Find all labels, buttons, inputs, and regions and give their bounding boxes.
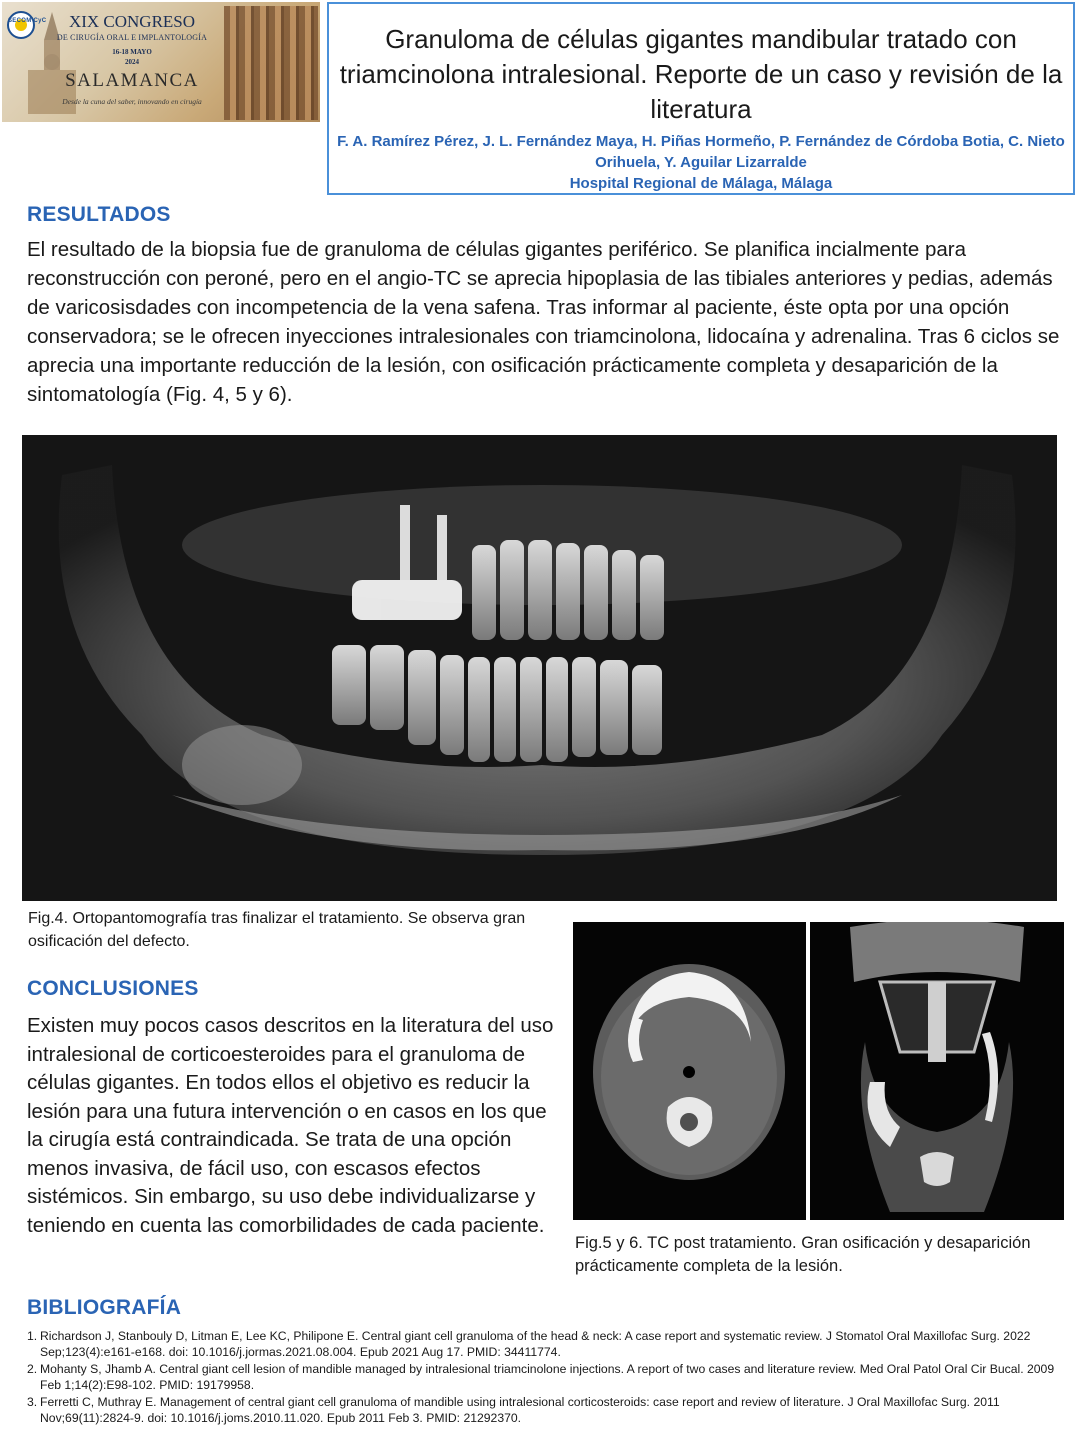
results-heading: RESULTADOS <box>27 203 171 226</box>
congress-logo <box>2 2 320 122</box>
ct-coronal-image <box>810 922 1064 1220</box>
xray-illustration <box>22 435 1057 901</box>
ct-axial-image <box>573 922 806 1220</box>
institution: Hospital Regional de Málaga, Málaga <box>569 175 833 192</box>
bibliography-item <box>27 1328 1057 1360</box>
bibliography-text: Mohanty S, Jhamb A. Central giant cell lesion of mandible managed by intralesional triamcinolone injections. A report of two cases and literature review. Med Oral Patol Oral Cir Bucal. 2009 Feb 1;14(2):E98-102. PMID: 19179958. <box>40 1362 1055 1392</box>
conclusions-heading: CONCLUSIONES <box>27 977 199 1000</box>
bibliography-number: 3. <box>27 1395 38 1409</box>
authors-block <box>335 131 1067 194</box>
bibliography-heading: BIBLIOGRAFÍA <box>27 1296 182 1319</box>
bibliography-text: Ferretti C, Muthray E. Management of central giant cell granuloma of mandible using intralesional corticosteroids: case report and review of literature. J Oral Maxillofac Surg. 2011 Nov;69(11):2824-9. doi: 10.1016/j.joms.2010.11.020. Epub 2011 Feb 3. PMID: 21292370. <box>40 1395 1000 1425</box>
poster-title: Granuloma de células gigantes mandibular tratado con triamcinolona intralesional. Reporte de un caso y revisión de la literatura <box>339 24 1063 124</box>
conclusions-text: Existen muy pocos casos descritos en la literatura del uso intralesional de corticoesteroides para el granuloma de células gigantes. En todos ellos el objetivo es reducir la lesión para una futura intervención o en casos en los que la cirugía está contraindicada. Se trata de una opción menos invasiva, de fácil uso, con escasos efectos sistémicos. Sin embargo, su uso debe individualizarse y teniendo en cuenta las comorbilidades de cada paciente. <box>27 1014 554 1237</box>
authors: F. A. Ramírez Pérez, J. L. Fernández Maya, H. Piñas Hormeño, P. Fernández de Córdoba Botia, C. Nieto Orihuela, Y. Aguilar Lizarralde <box>337 133 1065 171</box>
congress-subtitle: DE CIRUGÍA ORAL E IMPLANTOLOGÍA <box>56 33 208 42</box>
bibliography-list <box>27 1328 1057 1427</box>
ct-coronal-illustration <box>810 922 1064 1220</box>
congress-motto: Desde la cuna del saber, innovando en cirugía <box>62 97 202 106</box>
fig4-caption: Fig.4. Ortopantomografía tras finalizar el tratamiento. Se observa gran osificación del defecto. <box>28 910 526 950</box>
society-badge-icon <box>6 10 36 40</box>
title-box <box>327 2 1075 195</box>
society-badge-label: SECOM CyC <box>8 18 47 24</box>
bibliography-text: Richardson J, Stanbouly D, Litman E, Lee KC, Philipone E. Central giant cell granuloma of the head & neck: A case report and systematic review. J Stomatol Oral Maxillofac Surg. 2022 Sep;123(4):e161-e168. doi: 10.1016/j.jormas.2021.08.004. Epub 2021 Aug 17. PMID: 34411774. <box>40 1329 1031 1359</box>
bibliography-item <box>27 1361 1057 1393</box>
results-text: El resultado de la biopsia fue de granuloma de células gigantes periférico. Se planifica incialmente para reconstrucción con peroné, pero en el angio-TC se aprecia hipoplasia de las tibiales anteriores y pedias, además de varicosisdades con incompetencia de la vena safena. Tras informar al paciente, éste opta por una opción conservadora; se le ofrecen inyecciones intralesionales con triamcinolona, lidocaína y adrenalina. Tras 6 ciclos se aprecia una importante reducción de la lesión, con osificación prácticamente completa y desaparición de la sintomatología (Fig. 4, 5 y 6). <box>27 238 1060 406</box>
bibliography-number: 2. <box>27 1362 38 1376</box>
bibliography-number: 1. <box>27 1329 38 1343</box>
ct-axial-illustration <box>573 922 806 1220</box>
bibliography-item <box>27 1394 1057 1426</box>
panoramic-xray-image <box>22 435 1057 901</box>
congress-year: 2024 <box>125 58 139 66</box>
congress-title: XIX CONGRESO <box>68 12 196 31</box>
fig56-caption: Fig.5 y 6. TC post tratamiento. Gran osificación y desaparición prácticamente completa de la lesión. <box>575 1234 1031 1275</box>
congress-city: SALAMANCA <box>65 70 199 91</box>
congress-dates: 16-18 MAYO <box>112 48 152 56</box>
facade-illustration <box>224 6 318 120</box>
